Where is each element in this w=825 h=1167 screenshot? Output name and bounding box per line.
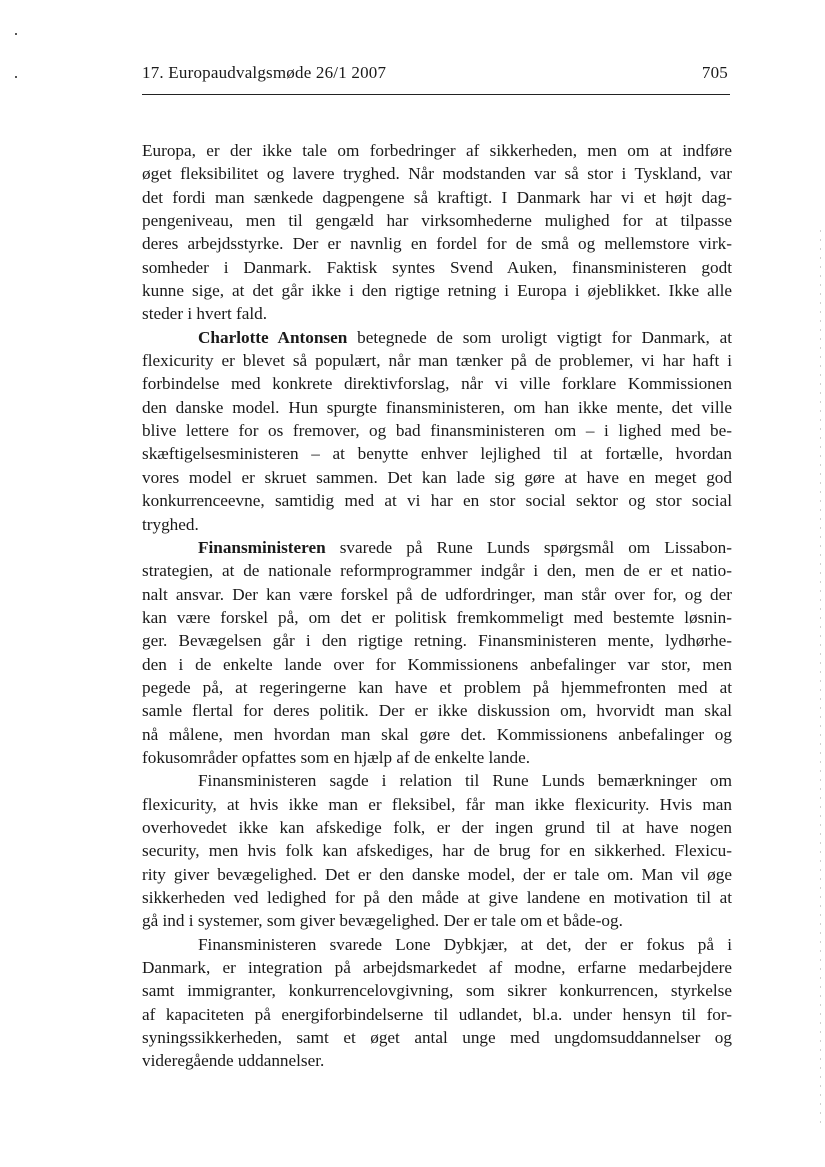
scan-speck (15, 76, 17, 78)
text-line: Danmark, er integration på arbejdsmarkedet af modne, erfarne medarbejdere (142, 958, 732, 978)
text-line: security, men hvis folk kan afskediges, har de brug for en sikkerhed. Flexicu- (142, 841, 732, 861)
text-line: skæftigelsesministeren – at benytte enhver lejlighed til at fortælle, hvordan (142, 444, 732, 464)
scan-edge-noise (820, 230, 821, 1130)
text-line: rity giver bevægelighed. Det er den danske model, der er tale om. Man vil øge (142, 864, 732, 884)
paragraph-continuation (142, 559, 732, 769)
paragraph-continuation (142, 349, 732, 536)
text-line: Finansministeren svarede Lone Dybkjær, at det, der er fokus på i (198, 934, 732, 954)
text-line (142, 326, 732, 349)
text-line: samle flertal for deres politik. Der er ikke diskussion om, hvorvidt man skal (142, 701, 732, 721)
text-line: af kapaciteten på energiforbindelserne til udlandet, bl.a. under hensyn til for- (142, 1004, 732, 1024)
text-line: nalt ansvar. Der kan være forskel på de udfordringer, man står over for, og der (142, 584, 732, 604)
text-line: forbindelse med konkrete direktivforslag, når vi ville forklare Kommissionen (142, 374, 732, 394)
text-line (142, 536, 732, 559)
page-header (142, 60, 730, 95)
text-line: flexicurity er blevet så populært, når man tænker på de problemer, vi har haft i (142, 351, 732, 371)
text-fragment: betegnede de som uroligt vigtigt for Danmark, at (347, 327, 732, 347)
paragraph (142, 536, 732, 559)
text-line: øget fleksibilitet og lavere tryghed. Når modstanden var så stor i Tyskland, var (142, 164, 732, 184)
text-line: konkurrenceevne, samtidig med at vi har en stor social sektor og stor social (142, 491, 732, 511)
text-line: den danske model. Hun spurgte finansministeren, om han ikke mente, det ville (142, 397, 732, 417)
text-line: fokusområder opfattes som en hjælp af de enkelte lande. (142, 747, 531, 767)
text-fragment: svarede på Rune Lunds spørgsmål om Lissabon- (325, 537, 732, 557)
text-line: pengeniveau, men til gengæld har virksomhederne mulighed for at tilpasse (142, 211, 732, 231)
paragraph-continuation (142, 956, 732, 1073)
text-line: Finansministeren sagde i relation til Rune Lunds bemærkninger om (198, 771, 732, 791)
text-line: tryghed. (142, 514, 199, 534)
text-line: overhovedet ikke kan afskedige folk, er der ingen grund til at have nogen (142, 817, 732, 837)
text-line: sikkerheden ved ledighed for på den måde at give landene en motivation til at (142, 888, 732, 907)
text-line: ger. Bevægelsen går i den rigtige retning. Finansministeren mente, lydhørhe- (142, 631, 732, 651)
text-line: Europa, er der ikke tale om forbedringer af sikkerheden, men om at indføre (142, 141, 732, 160)
text-line: det fordi man sænkede dagpengene så kraftigt. I Danmark har vi et højt dag- (142, 187, 732, 207)
paragraph (142, 326, 732, 349)
paragraph (142, 769, 732, 792)
page-number: 705 (701, 63, 728, 82)
speaker-name: Finansministeren (198, 537, 326, 557)
text-line: pegede på, at regeringerne kan have et problem på hjemmefronten med at (142, 677, 732, 697)
text-line: somheder i Danmark. Faktisk syntes Svend Auken, finansministeren godt (142, 257, 732, 277)
text-line: samt immigranter, konkurrencelovgivning, som sikrer konkurrencen, styrkelse (142, 981, 732, 1001)
text-line: videregående uddannelser. (142, 1051, 325, 1071)
paragraph (142, 933, 732, 956)
body-text (142, 139, 732, 1073)
speaker-name: Charlotte Antonsen (198, 327, 348, 347)
text-line: syningssikkerheden, samt et øget antal unge med ungdomsuddannelser og (142, 1028, 732, 1048)
text-line: den i de enkelte lande over for Kommissionens anbefalinger var stor, men (142, 654, 732, 674)
paragraph-continuation (142, 793, 732, 933)
running-title: 17. Europaudvalgsmøde 26/1 2007 (142, 63, 387, 82)
text-line: vores model er skruet sammen. Det kan lade sig gøre at have en meget god (142, 467, 732, 487)
text-line: gå ind i systemer, som giver bevægelighed. Der er tale om et både-og. (142, 911, 623, 931)
paragraph (142, 139, 732, 326)
text-line: kan være forskel på, om det er politisk fremkommeligt med bestemte løsnin- (142, 607, 732, 627)
text-line: flexicurity, at hvis ikke man er fleksibel, får man ikke flexicurity. Hvis man (142, 794, 732, 814)
text-line: steder i hvert fald. (142, 304, 268, 324)
text-line: kunne sige, at det går ikke i den rigtige retning i Europa i øjeblikket. Ikke alle (142, 281, 732, 301)
text-line: blive lettere for os fremover, og bad finansministeren om – i lighed med be- (142, 421, 732, 441)
scan-speck (15, 33, 17, 35)
text-line: nå målene, men hvordan man skal gøre det. Kommissionens anbefalinger og (142, 724, 732, 744)
text-line: deres arbejdsstyrke. Der er navnlig en fordel for de små og mellemstore virk- (142, 234, 732, 254)
text-line: strategien, at de nationale reformprogrammer indgår i den, men de er et natio- (142, 561, 732, 581)
